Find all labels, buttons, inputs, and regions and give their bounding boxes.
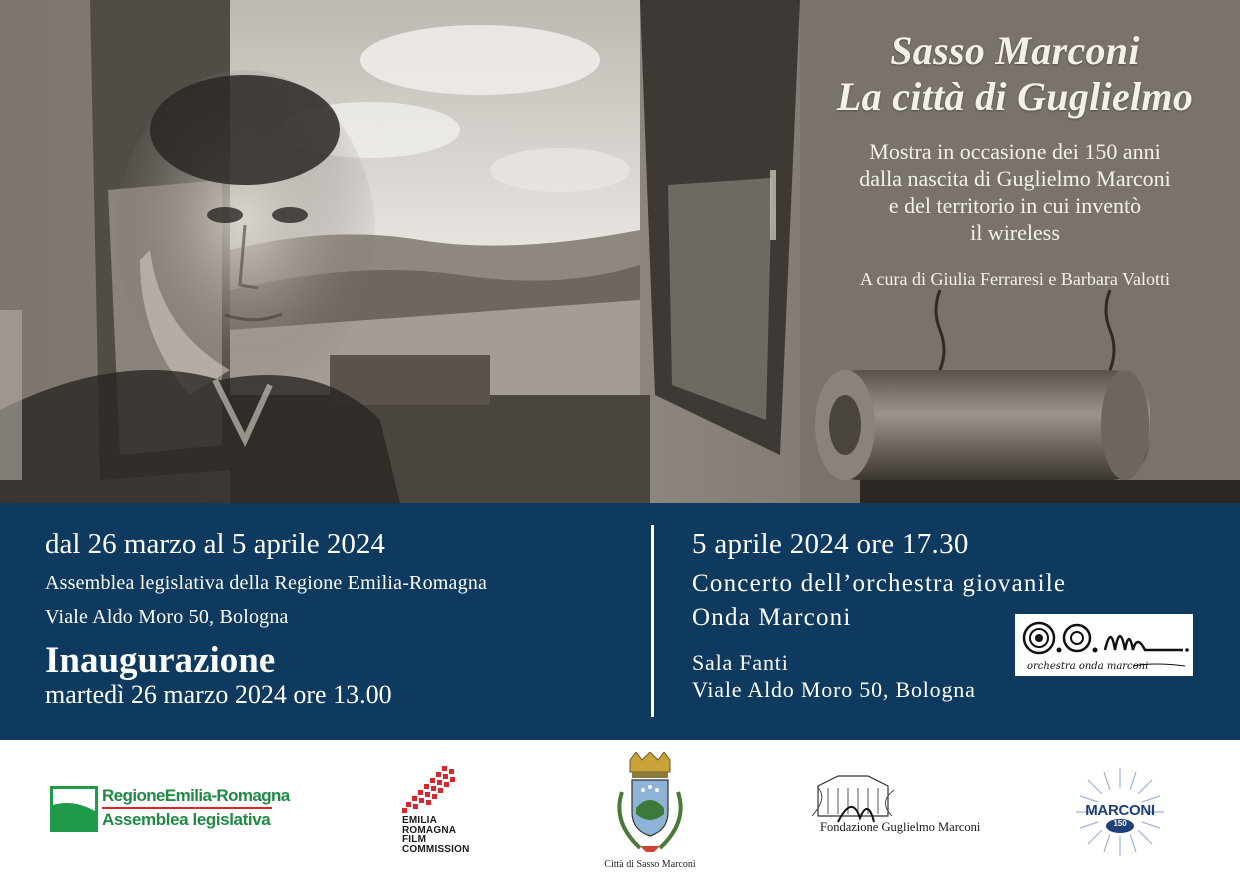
inauguration-heading: Inaugurazione <box>45 640 276 681</box>
marconi-150-name: MARCONI <box>1085 802 1155 819</box>
partner-logos <box>0 740 1240 886</box>
exhibition-title <box>790 28 1240 120</box>
description-line: dalla nascita di Guglielmo Marconi <box>859 166 1171 191</box>
sasso-marconi-coat-of-arms-icon <box>600 752 700 858</box>
comune-name: Città di Sasso Marconi <box>604 859 696 870</box>
film-commission-line: FILM <box>402 834 427 845</box>
orchestra-logo-caption: orchestra onda marconi <box>1027 661 1149 672</box>
exhibition-venue: Assemblea legislativa della Regione Emilia-Romagna <box>45 572 488 594</box>
concert-address: Viale Aldo Moro 50, Bologna <box>692 677 976 702</box>
concert-title-line-2: Onda Marconi <box>692 604 852 631</box>
orchestra-onda-marconi-logo <box>1015 614 1193 676</box>
marconi-150-number: 150 <box>1113 819 1127 828</box>
film-commission-mosaic-icon <box>398 766 468 816</box>
marconi-150-logo <box>1074 766 1166 858</box>
emilia-romagna-film-commission-logo <box>398 766 498 858</box>
regione-red-rule <box>102 807 272 809</box>
fondazione-name: Fondazione Guglielmo Marconi <box>820 820 981 834</box>
exhibition-dates: dal 26 marzo al 5 aprile 2024 <box>45 528 385 560</box>
description-line: Mostra in occasione dei 150 anni <box>869 139 1161 164</box>
title-line-1: Sasso Marconi <box>890 28 1140 73</box>
film-commission-line: EMILIA <box>402 815 438 826</box>
exhibition-info <box>45 527 635 709</box>
film-commission-wordmark <box>402 816 470 854</box>
title-line-2: La città di Guglielmo <box>836 74 1194 119</box>
regione-flag-icon <box>50 786 98 832</box>
exhibition-address: Viale Aldo Moro 50, Bologna <box>45 606 289 628</box>
description-line: e del territorio in cui inventò <box>888 193 1142 218</box>
villa-griffone-sketch-icon <box>808 768 998 826</box>
concert-venue: Sala Fanti <box>692 650 789 675</box>
concert-title-line-1: Concerto dell’orchestra giovanile <box>692 570 1067 597</box>
description-line: il wireless <box>970 220 1060 245</box>
curators-credit: A cura di Giulia Ferraresi e Barbara Valotti <box>859 269 1171 289</box>
event-info-band <box>0 503 1240 740</box>
film-commission-line: ROMAGNA <box>402 824 457 836</box>
exhibition-description <box>790 138 1240 246</box>
regione-name: RegioneEmilia-Romagna <box>102 786 290 805</box>
fondazione-guglielmo-marconi-logo <box>808 768 998 838</box>
assemblea-name: Assemblea legislativa <box>102 810 271 829</box>
concert-datetime: 5 aprile 2024 ore 17.30 <box>692 528 969 560</box>
orchestra-logo-graphic <box>1015 614 1193 676</box>
citta-di-sasso-marconi-logo <box>600 752 700 874</box>
column-divider <box>651 525 654 717</box>
regione-emilia-romagna-logo <box>50 786 290 836</box>
inauguration-datetime: martedì 26 marzo 2024 ore 13.00 <box>45 680 392 709</box>
film-commission-line: COMMISSION <box>402 843 470 855</box>
hero-text-block <box>790 28 1240 290</box>
